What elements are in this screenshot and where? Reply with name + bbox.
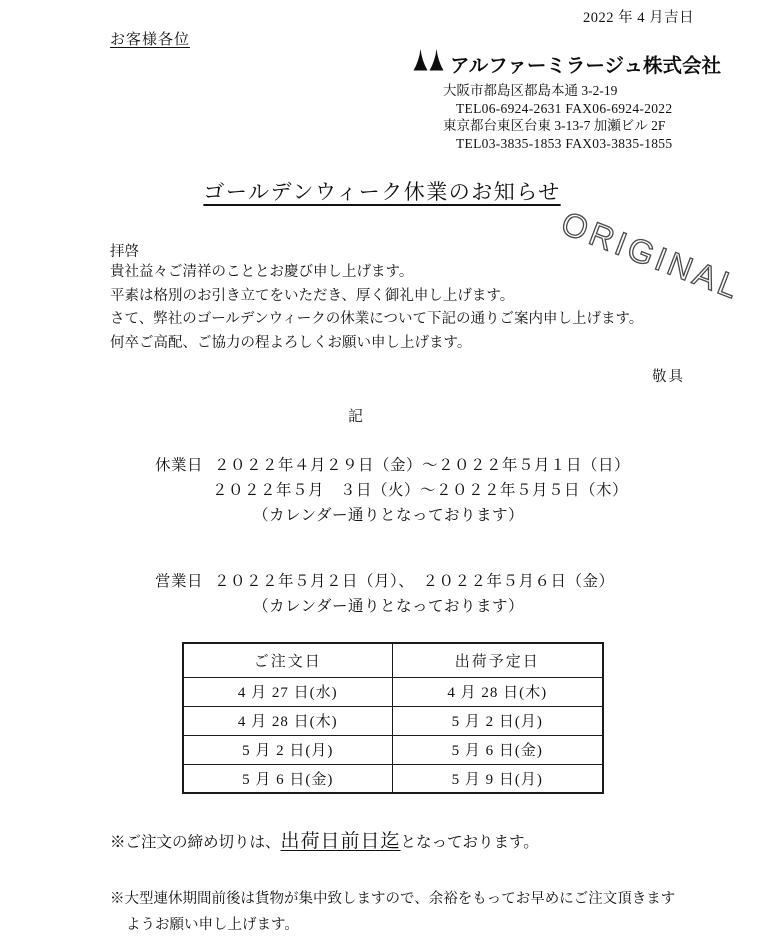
order-date-cell: 4 月 28 日(木) xyxy=(183,706,392,735)
company-name: アルファーミラージュ株式会社 xyxy=(450,54,722,77)
body-line: 貴社益々ご清祥のこととお慶び申し上げます。 xyxy=(110,264,414,280)
deadline-note xyxy=(110,826,539,853)
col-header-order-date: ご注文日 xyxy=(183,643,392,677)
closed-days-note: （カレンダー通りとなっております） xyxy=(253,507,524,524)
shipping-schedule-table xyxy=(182,642,604,794)
closing-word: 敬具 xyxy=(652,369,685,385)
company-logo-icon xyxy=(413,49,445,78)
stamp-text: ORIGINAL xyxy=(556,203,745,306)
body-line: さて、弊社のゴールデンウィークの休業について下記の通りご案内申し上げます。 xyxy=(110,311,644,327)
early-order-note-line1: ※大型連休期間前後は貨物が集中致しますので、余裕をもってお早めにご注文頂きます xyxy=(110,891,676,907)
open-days-section xyxy=(155,569,615,619)
early-order-note-line2: ようお願い申し上げます。 xyxy=(126,916,299,933)
table-row xyxy=(183,677,603,706)
ship-date-cell: 5 月 6 日(金) xyxy=(392,735,603,764)
body-line: 平素は格別のお引き立てをいただき、厚く御礼申し上げます。 xyxy=(110,287,515,304)
open-days-label: 営業日 xyxy=(155,573,204,590)
closed-days-section xyxy=(155,453,630,528)
closed-days-range2: ２０２２年５月 ３日（火）～２０２２年５月５日（木） xyxy=(212,482,629,499)
page-title: ゴールデンウィーク休業のお知らせ xyxy=(203,180,561,204)
order-date-cell: 5 月 2 日(月) xyxy=(183,735,392,764)
order-date-cell: 5 月 6 日(金) xyxy=(183,764,392,793)
ship-date-cell: 4 月 28 日(木) xyxy=(392,677,603,706)
date-line: 2022 年 4 月吉日 xyxy=(583,10,695,26)
phone-line: TEL06-6924-2631 FAX06-6924-2022 xyxy=(456,100,673,116)
open-days-line1 xyxy=(155,569,615,594)
recipient-line: お客様各位 xyxy=(110,32,191,48)
open-days-range1: ２０２２年５月２日（月）、 ２０２２年５月６日（金） xyxy=(214,573,615,590)
order-date-cell: 4 月 27 日(水) xyxy=(183,677,392,706)
col-header-ship-date: 出荷予定日 xyxy=(392,643,603,677)
address-line: 大阪市都島区都島本通 3-2-19 xyxy=(443,83,618,98)
ship-date-cell: 5 月 9 日(月) xyxy=(392,764,603,793)
address-line: 東京都台東区台東 3-13-7 加瀬ビル 2F xyxy=(443,118,666,133)
table-header-row xyxy=(183,643,603,677)
company-header xyxy=(413,49,721,78)
closed-days-label: 休業日 xyxy=(155,457,204,474)
early-order-note xyxy=(110,887,675,938)
deadline-note-emphasis: 出荷日前日迄 xyxy=(280,831,401,852)
table-row xyxy=(183,735,603,764)
table-row xyxy=(183,764,603,793)
company-address-block xyxy=(443,82,672,152)
salutation: 拝啓 xyxy=(110,244,139,260)
ship-date-cell: 5 月 2 日(月) xyxy=(392,706,603,735)
closed-days-line1 xyxy=(155,453,630,478)
deadline-note-suffix: となっております。 xyxy=(400,834,539,851)
body-text xyxy=(110,261,643,355)
phone-line: TEL03-3835-1853 FAX03-3835-1855 xyxy=(456,135,673,151)
body-line: 何卒ご高配、ご協力の程よろしくお願い申し上げます。 xyxy=(110,334,472,351)
open-days-note: （カレンダー通りとなっております） xyxy=(253,598,524,615)
deadline-note-prefix: ※ご注文の締め切りは、 xyxy=(110,834,281,851)
section-marker: 記 xyxy=(348,409,366,425)
closed-days-range1: ２０２２年４月２９日（金）～２０２２年５月１日（日） xyxy=(214,457,631,474)
table-row xyxy=(183,706,603,735)
